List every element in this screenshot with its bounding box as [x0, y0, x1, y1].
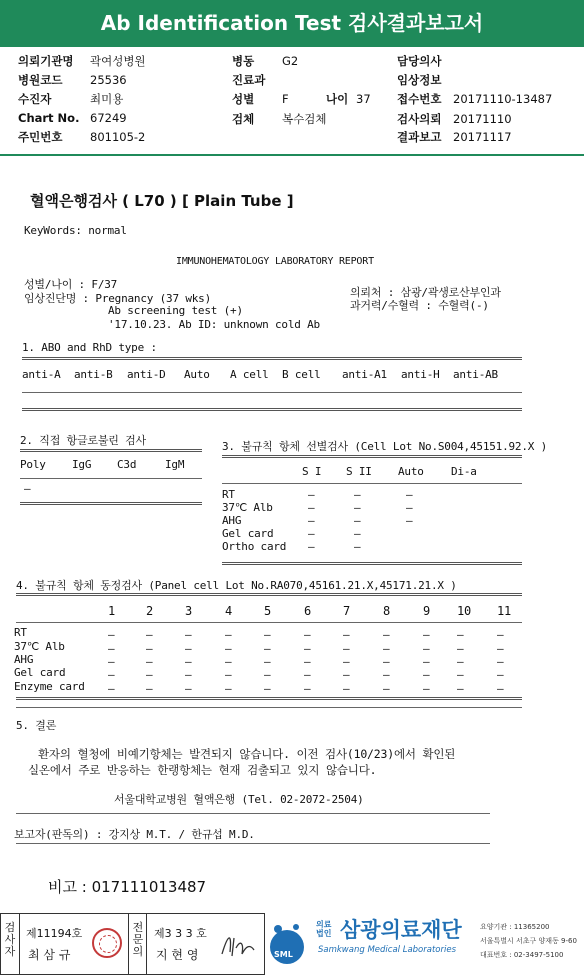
screening-row-label: Ortho card — [222, 540, 287, 553]
panel-result: – — [304, 655, 311, 668]
panel-result: – — [146, 628, 153, 641]
screening-result: – — [354, 540, 361, 553]
section-2-title: 2. 직접 항글로불린 검사 — [20, 434, 146, 447]
history: 과거력/수혈력 : 수혈력(-) — [350, 299, 489, 312]
rule — [222, 455, 522, 458]
rule — [146, 913, 147, 975]
panel-result: – — [264, 655, 271, 668]
panel-column-header: 8 — [383, 604, 391, 618]
abo-column-header: anti-A1 — [342, 368, 387, 381]
panel-result: – — [457, 682, 464, 695]
rule — [128, 913, 129, 975]
panel-result: – — [423, 628, 430, 641]
panel-result: – — [457, 655, 464, 668]
conclusion-line: 환자의 혈청에 비예기항체는 발견되지 않습니다. 이전 검사(10/23)에서 확인된 — [38, 747, 456, 761]
panel-result: – — [343, 655, 350, 668]
rule — [20, 502, 202, 505]
lab-contact: 서울대학교병원 혈액은행 (Tel. 02-2072-2504) — [114, 793, 364, 806]
panel-column-header: 3 — [185, 604, 193, 618]
panel-result: – — [304, 628, 311, 641]
conclusion-line: 실온에서 주로 반응하는 한랭항체는 현재 검출되고 있지 않습니다. — [28, 763, 377, 777]
header-row: 병동 G2 — [232, 54, 299, 68]
panel-result: – — [457, 668, 464, 681]
rule — [20, 449, 202, 452]
header-divider — [0, 154, 584, 156]
screening-result: – — [354, 488, 361, 501]
panel-result: – — [497, 642, 504, 655]
panel-result: – — [146, 668, 153, 681]
panel-result: – — [225, 655, 232, 668]
section-5-title: 5. 결론 — [16, 719, 57, 732]
panel-result: – — [497, 668, 504, 681]
seal-stamp-icon — [92, 928, 122, 958]
panel-result: – — [146, 682, 153, 695]
specialist-name: 지 현 영 — [156, 948, 199, 962]
address: 서울특별시 서초구 양재동 9-60 — [480, 937, 577, 945]
header-row: 임상정보 — [397, 73, 442, 87]
diagnosis: 임상진단명 : Pregnancy (37 wks) — [24, 292, 212, 305]
panel-row-label: Gel card — [14, 666, 66, 679]
rule — [222, 562, 522, 565]
panel-column-header: 4 — [225, 604, 233, 618]
panel-result: – — [304, 668, 311, 681]
screening-result: – — [406, 501, 413, 514]
panel-result: – — [423, 655, 430, 668]
panel-result: – — [185, 668, 192, 681]
header-row: 결과보고 20171117 — [397, 130, 512, 144]
panel-result: – — [457, 642, 464, 655]
panel-result: – — [383, 628, 390, 641]
screening-column-header: S I — [302, 465, 322, 478]
panel-result: – — [457, 628, 464, 641]
panel-column-header: 1 — [108, 604, 116, 618]
dat-column-header: Poly — [20, 458, 46, 471]
panel-result: – — [225, 682, 232, 695]
panel-result: – — [108, 682, 115, 695]
panel-result: – — [108, 628, 115, 641]
sml-label: SML — [274, 950, 293, 959]
header-row: 검체 복수검체 — [232, 112, 327, 126]
institution-code: 요양기관 : 11365200 — [480, 923, 550, 931]
rule — [16, 707, 522, 708]
rule — [16, 813, 490, 814]
abo-column-header: B cell — [282, 368, 321, 381]
specialist-label: 전문의 — [132, 921, 144, 958]
abo-column-header: anti-AB — [453, 368, 498, 381]
org-type: 의료 법인 — [316, 920, 332, 938]
section-1-title: 1. ABO and RhD type : — [22, 341, 157, 354]
panel-result: – — [264, 628, 271, 641]
screening-column-header: S II — [346, 465, 372, 478]
screening-column-header: Auto — [398, 465, 424, 478]
panel-result: – — [185, 628, 192, 641]
panel-result: – — [423, 668, 430, 681]
panel-column-header: 9 — [423, 604, 431, 618]
panel-result: – — [383, 642, 390, 655]
rule — [20, 478, 202, 479]
header-row: 담당의사 — [397, 54, 442, 68]
panel-result: – — [225, 628, 232, 641]
panel-result: – — [343, 682, 350, 695]
rule — [222, 483, 522, 484]
report-heading: IMMUNOHEMATOLOGY LABORATORY REPORT — [176, 256, 374, 267]
panel-row-label: RT — [14, 626, 27, 639]
keywords: KeyWords: normal — [24, 224, 127, 237]
header-row: 접수번호 20171110-13487 — [397, 92, 553, 106]
abo-column-header: anti-D — [127, 368, 166, 381]
rule — [16, 622, 522, 623]
header-row: 나이 37 — [326, 92, 371, 106]
panel-result: – — [383, 655, 390, 668]
header-row: 의뢰기관명 곽여성병원 — [18, 54, 146, 68]
panel-result: – — [264, 642, 271, 655]
requester: 의뢰처 : 삼광/곽생로산부인과 — [350, 286, 501, 299]
screening-result: – — [308, 514, 315, 527]
rule — [22, 408, 522, 411]
panel-result: – — [146, 655, 153, 668]
abo-column-header: anti-A — [22, 368, 61, 381]
header-row: 진료과 — [232, 73, 266, 87]
sml-logo-icon — [268, 917, 306, 971]
screening-result: – — [354, 501, 361, 514]
section-4-title: 4. 불규칙 항체 동정검사 (Panel cell Lot No.RA070,45161.21.X,45171.21.X ) — [16, 579, 457, 592]
panel-column-header: 6 — [304, 604, 312, 618]
signature-icon — [218, 928, 258, 960]
dat-column-header: IgM — [165, 458, 185, 471]
examiner-name: 최 삼 규 — [28, 948, 71, 962]
rule — [19, 913, 20, 975]
panel-result: – — [383, 682, 390, 695]
sex-age: 성별/나이 : F/37 — [24, 278, 118, 291]
dat-column-header: IgG — [72, 458, 92, 471]
screening-row-label: Gel card — [222, 527, 274, 540]
header-row: 수진자 최미용 — [18, 92, 124, 106]
abo-column-header: A cell — [230, 368, 269, 381]
panel-result: – — [343, 628, 350, 641]
panel-result: – — [225, 642, 232, 655]
screening-row-label: RT — [222, 488, 235, 501]
panel-column-header: 5 — [264, 604, 272, 618]
panel-result: – — [264, 668, 271, 681]
diagnosis-line: Ab screening test (+) — [108, 304, 243, 317]
remark: 비고 : 017111013487 — [48, 878, 207, 896]
dat-value: – — [24, 482, 31, 495]
panel-row-label: Enzyme card — [14, 680, 85, 693]
rule — [16, 697, 522, 700]
rule — [16, 593, 522, 596]
screening-result: – — [308, 501, 315, 514]
panel-result: – — [343, 668, 350, 681]
panel-result: – — [108, 668, 115, 681]
screening-row-label: 37℃ Alb — [222, 501, 273, 514]
dat-column-header: C3d — [117, 458, 137, 471]
panel-result: – — [497, 682, 504, 695]
screening-result: – — [354, 527, 361, 540]
panel-result: – — [423, 642, 430, 655]
abo-column-header: anti-B — [74, 368, 113, 381]
specialist-number: 제3 3 3 호 — [154, 927, 207, 940]
panel-result: – — [383, 668, 390, 681]
abo-column-header: Auto — [184, 368, 210, 381]
org-name: 삼광의료재단 — [340, 918, 462, 942]
header-row: 성별 F — [232, 92, 289, 106]
panel-result: – — [185, 682, 192, 695]
panel-result: – — [304, 682, 311, 695]
panel-result: – — [423, 682, 430, 695]
panel-column-header: 7 — [343, 604, 351, 618]
panel-column-header: 11 — [497, 604, 512, 618]
screening-result: – — [406, 514, 413, 527]
report-title: 혈액은행검사 ( L70 ) [ Plain Tube ] — [30, 192, 294, 210]
org-english-name: Samkwang Medical Laboratories — [318, 945, 457, 955]
panel-column-header: 2 — [146, 604, 154, 618]
panel-result: – — [343, 642, 350, 655]
panel-result: – — [185, 655, 192, 668]
report-banner: Ab Identification Test 검사결과보고서 — [0, 0, 584, 47]
panel-result: – — [264, 682, 271, 695]
phone: 대표번호 : 02-3497-5100 — [480, 951, 564, 959]
screening-column-header: Di-a — [451, 465, 477, 478]
screening-result: – — [308, 540, 315, 553]
examiner-label: 검사자 — [4, 921, 16, 958]
section-3-title: 3. 불규칙 항체 선별검사 (Cell Lot No.S004,45151.92.X ) — [222, 440, 548, 453]
rule — [22, 357, 522, 360]
screening-result: – — [354, 514, 361, 527]
diagnosis-line: '17.10.23. Ab ID: unknown cold Ab — [108, 318, 320, 331]
panel-row-label: 37℃ Alb — [14, 640, 65, 653]
panel-result: – — [185, 642, 192, 655]
panel-result: – — [497, 628, 504, 641]
panel-result: – — [225, 668, 232, 681]
reporter: 보고자(판독의) : 강지상 M.T. / 한규섭 M.D. — [14, 828, 255, 841]
panel-result: – — [108, 655, 115, 668]
panel-result: – — [108, 642, 115, 655]
header-row: 검사의뢰 20171110 — [397, 112, 512, 126]
panel-column-header: 10 — [457, 604, 472, 618]
screening-result: – — [308, 527, 315, 540]
header-row: Chart No. 67249 — [18, 111, 127, 125]
header-row: 병원코드 25536 — [18, 73, 127, 87]
screening-row-label: AHG — [222, 514, 242, 527]
rule — [22, 392, 522, 393]
panel-result: – — [497, 655, 504, 668]
header-row: 주민번호 801105-2 — [18, 130, 146, 144]
examiner-number: 제11194호 — [26, 927, 83, 940]
panel-row-label: AHG — [14, 653, 34, 666]
screening-result: – — [308, 488, 315, 501]
rule — [16, 843, 490, 844]
abo-column-header: anti-H — [401, 368, 440, 381]
panel-result: – — [146, 642, 153, 655]
panel-result: – — [304, 642, 311, 655]
screening-result: – — [406, 488, 413, 501]
